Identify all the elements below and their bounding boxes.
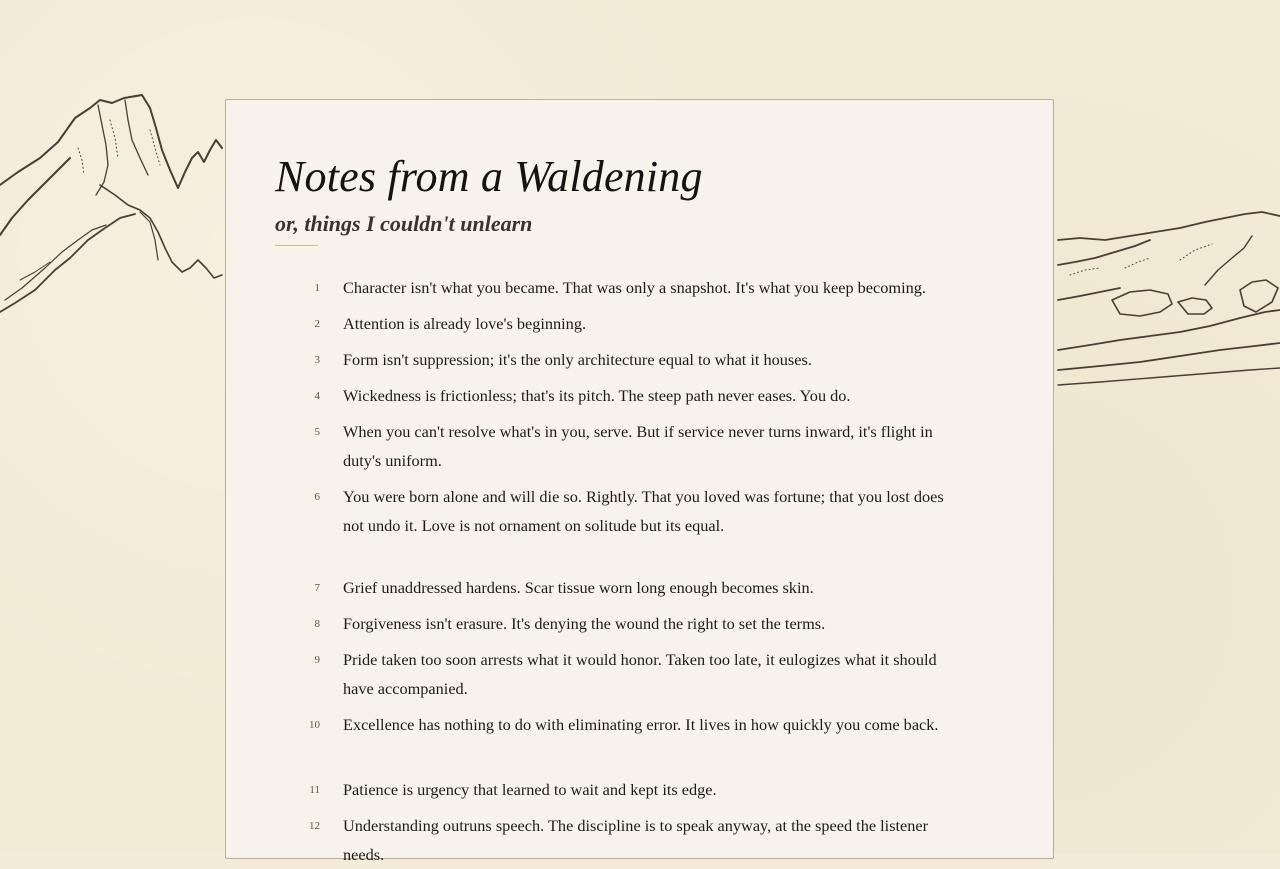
document-subtitle: or, things I couldn't unlearn [275,211,533,236]
item-text: Character isn't what you became. That was only a snapshot. It's what you keep becoming. [343,278,926,297]
item-number: 2 [314,318,320,330]
item-text: Grief unaddressed hardens. Scar tissue worn long enough becomes skin. [343,578,814,597]
title-divider [275,245,318,246]
item-number: 1 [314,282,320,294]
item-text: Forgiveness isn't erasure. It's denying the wound the right to set the terms. [343,614,826,633]
item-number: 10 [309,719,320,731]
item-text: Attention is already love's beginning. [343,314,587,333]
item-number: 12 [309,820,320,832]
item-number: 3 [314,354,320,366]
item-text: Excellence has nothing to do with eliminating error. It lives in how quickly you come back. [343,715,939,734]
item-number: 6 [314,491,320,503]
item-number: 9 [314,654,320,666]
item-text: Patience is urgency that learned to wait and kept its edge. [343,780,717,799]
item-text: Wickedness is frictionless; that's its pitch. The steep path never eases. You do. [343,386,851,405]
item-number: 11 [309,784,320,796]
item-number: 5 [314,426,320,438]
item-text: You were born alone and will die so. Rightly. That you loved was fortune; that you lost does not undo it. Love is not ornament on solitude but its equal. [343,487,944,535]
item-number: 7 [314,582,320,594]
document-title: Notes from a Waldening [275,152,703,201]
item-text: When you can't resolve what's in you, serve. But if service never turns inward, it's flight in duty's uniform. [343,422,933,470]
document-card [225,99,1054,864]
item-text: Understanding outruns speech. The discipline is to speak anyway, at the speed the listener needs. [343,816,929,864]
item-number: 8 [314,618,320,630]
item-text: Form isn't suppression; it's the only architecture equal to what it houses. [343,350,812,369]
item-text: Pride taken too soon arrests what it would honor. Taken too late, it eulogizes what it should have accompanied. [343,650,937,698]
item-number: 4 [314,390,320,402]
